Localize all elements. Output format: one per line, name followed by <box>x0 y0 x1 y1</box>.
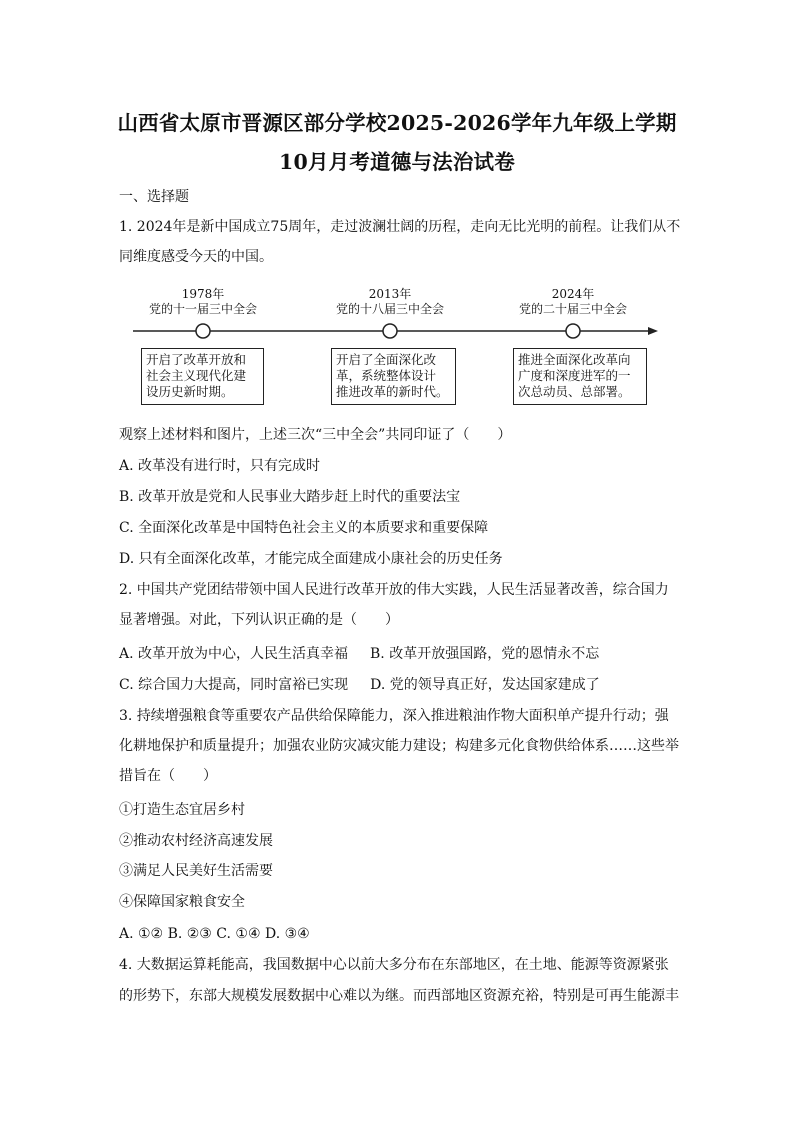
q1-stem-line1: 1. 2024年是新中国成立75周年，走过波澜壮阔的历程，走向无比光明的前程。让我们从不 <box>119 219 681 235</box>
section-heading: 一、选择题 <box>119 189 189 205</box>
q3-item-1: ①打造生态宜居乡村 <box>119 802 245 818</box>
timeline-label-1978 <box>143 287 263 317</box>
q3-item-4: ④保障国家粮食安全 <box>119 894 245 910</box>
timeline-desc-line: 社会主义现代化建 <box>146 368 247 383</box>
q1-option-b: B. 改革开放是党和人民事业大踏步赶上时代的重要法宝 <box>119 489 461 505</box>
timeline-desc-line: 革，系统整体设计 <box>336 368 437 383</box>
q3-item-2: ②推动农村经济高速发展 <box>119 833 273 849</box>
q3-stem-line3: 措旨在（ ） <box>119 768 217 784</box>
timeline-desc-box-2013 <box>331 348 456 405</box>
q2-options-row2 <box>119 676 600 694</box>
timeline-desc-line: 设历史新时期。 <box>146 384 234 399</box>
q3-stem-line2: 化耕地保护和质量提升；加强农业防灾减灾能力建设；构建多元化食物供给体系……这些举 <box>119 738 679 754</box>
q2-stem-line1: 2. 中国共产党团结带领中国人民进行改革开放的伟大实践，人民生活显著改善，综合国力 <box>119 582 669 598</box>
q1-option-d: D. 只有全面深化改革，才能完成全面建成小康社会的历史任务 <box>119 551 503 567</box>
q3-stem-line1: 3. 持续增强粮食等重要农产品供给保障能力，深入推进粮油作物大面积单产提升行动；强 <box>119 708 669 724</box>
timeline-year: 1978年 <box>181 287 225 301</box>
timeline-desc-line: 推进改革的新时代。 <box>336 384 449 399</box>
q1-option-c: C. 全面深化改革是中国特色社会主义的本质要求和重要保障 <box>119 520 489 536</box>
timeline-year: 2024年 <box>551 287 595 301</box>
q3-options: A. ①② B. ②③ C. ①④ D. ③④ <box>119 926 310 942</box>
exam-title-line1: 山西省太原市晋源区部分学校2025-2026学年九年级上学期 <box>117 111 677 135</box>
timeline-desc-line: 开启了全面深化改 <box>336 352 437 367</box>
q3-item-3: ③满足人民美好生活需要 <box>119 863 273 879</box>
timeline-meeting: 党的十八届三中全会 <box>335 302 444 316</box>
timeline-desc-line: 推进全面深化改革向 <box>518 352 631 367</box>
timeline-node-2013 <box>383 324 397 338</box>
q1-question: 观察上述材料和图片，上述三次“三中全会”共同印证了（ ） <box>119 427 512 443</box>
timeline-desc-box-2024 <box>513 348 647 405</box>
q2-options-row1 <box>119 645 599 663</box>
q2-option-c: C. 综合国力大提高，同时富裕已实现 <box>119 677 349 693</box>
timeline-node-2024 <box>566 324 580 338</box>
q1-stem-line2: 同维度感受今天的中国。 <box>119 249 273 265</box>
q2-option-b: B. 改革开放强国路，党的恩情永不忘 <box>370 646 600 662</box>
timeline-label-2024 <box>513 287 633 317</box>
q1-option-a: A. 改革没有进行时，只有完成时 <box>119 458 321 474</box>
timeline-meeting: 党的二十届三中全会 <box>518 302 627 316</box>
q2-option-d: D. 党的领导真正好，发达国家建成了 <box>370 677 600 693</box>
q4-stem-line2: 的形势下，东部大规模发展数据中心难以为继。而西部地区资源充裕，特别是可再生能源丰 <box>119 988 679 1004</box>
timeline-label-2013 <box>330 287 450 317</box>
timeline-node-1978 <box>196 324 210 338</box>
timeline-desc-line: 开启了改革开放和 <box>146 352 247 367</box>
timeline-desc-line: 广度和深度进军的一 <box>518 368 631 383</box>
timeline-meeting: 党的十一届三中全会 <box>148 302 257 316</box>
timeline-year: 2013年 <box>368 287 412 301</box>
q4-stem-line1: 4. 大数据运算耗能高，我国数据中心以前大多分布在东部地区，在土地、能源等资源紧张 <box>119 957 669 973</box>
q2-option-a: A. 改革开放为中心，人民生活真幸福 <box>119 646 349 662</box>
timeline-desc-line: 次总动员、总部署。 <box>518 384 631 399</box>
q2-stem-line2: 显著增强。对此，下列认识正确的是（ ） <box>119 612 399 628</box>
exam-title-line2: 10月月考道德与法治试卷 <box>279 150 515 174</box>
q1-timeline-figure <box>130 283 660 408</box>
timeline-desc-box-1978 <box>141 348 264 405</box>
